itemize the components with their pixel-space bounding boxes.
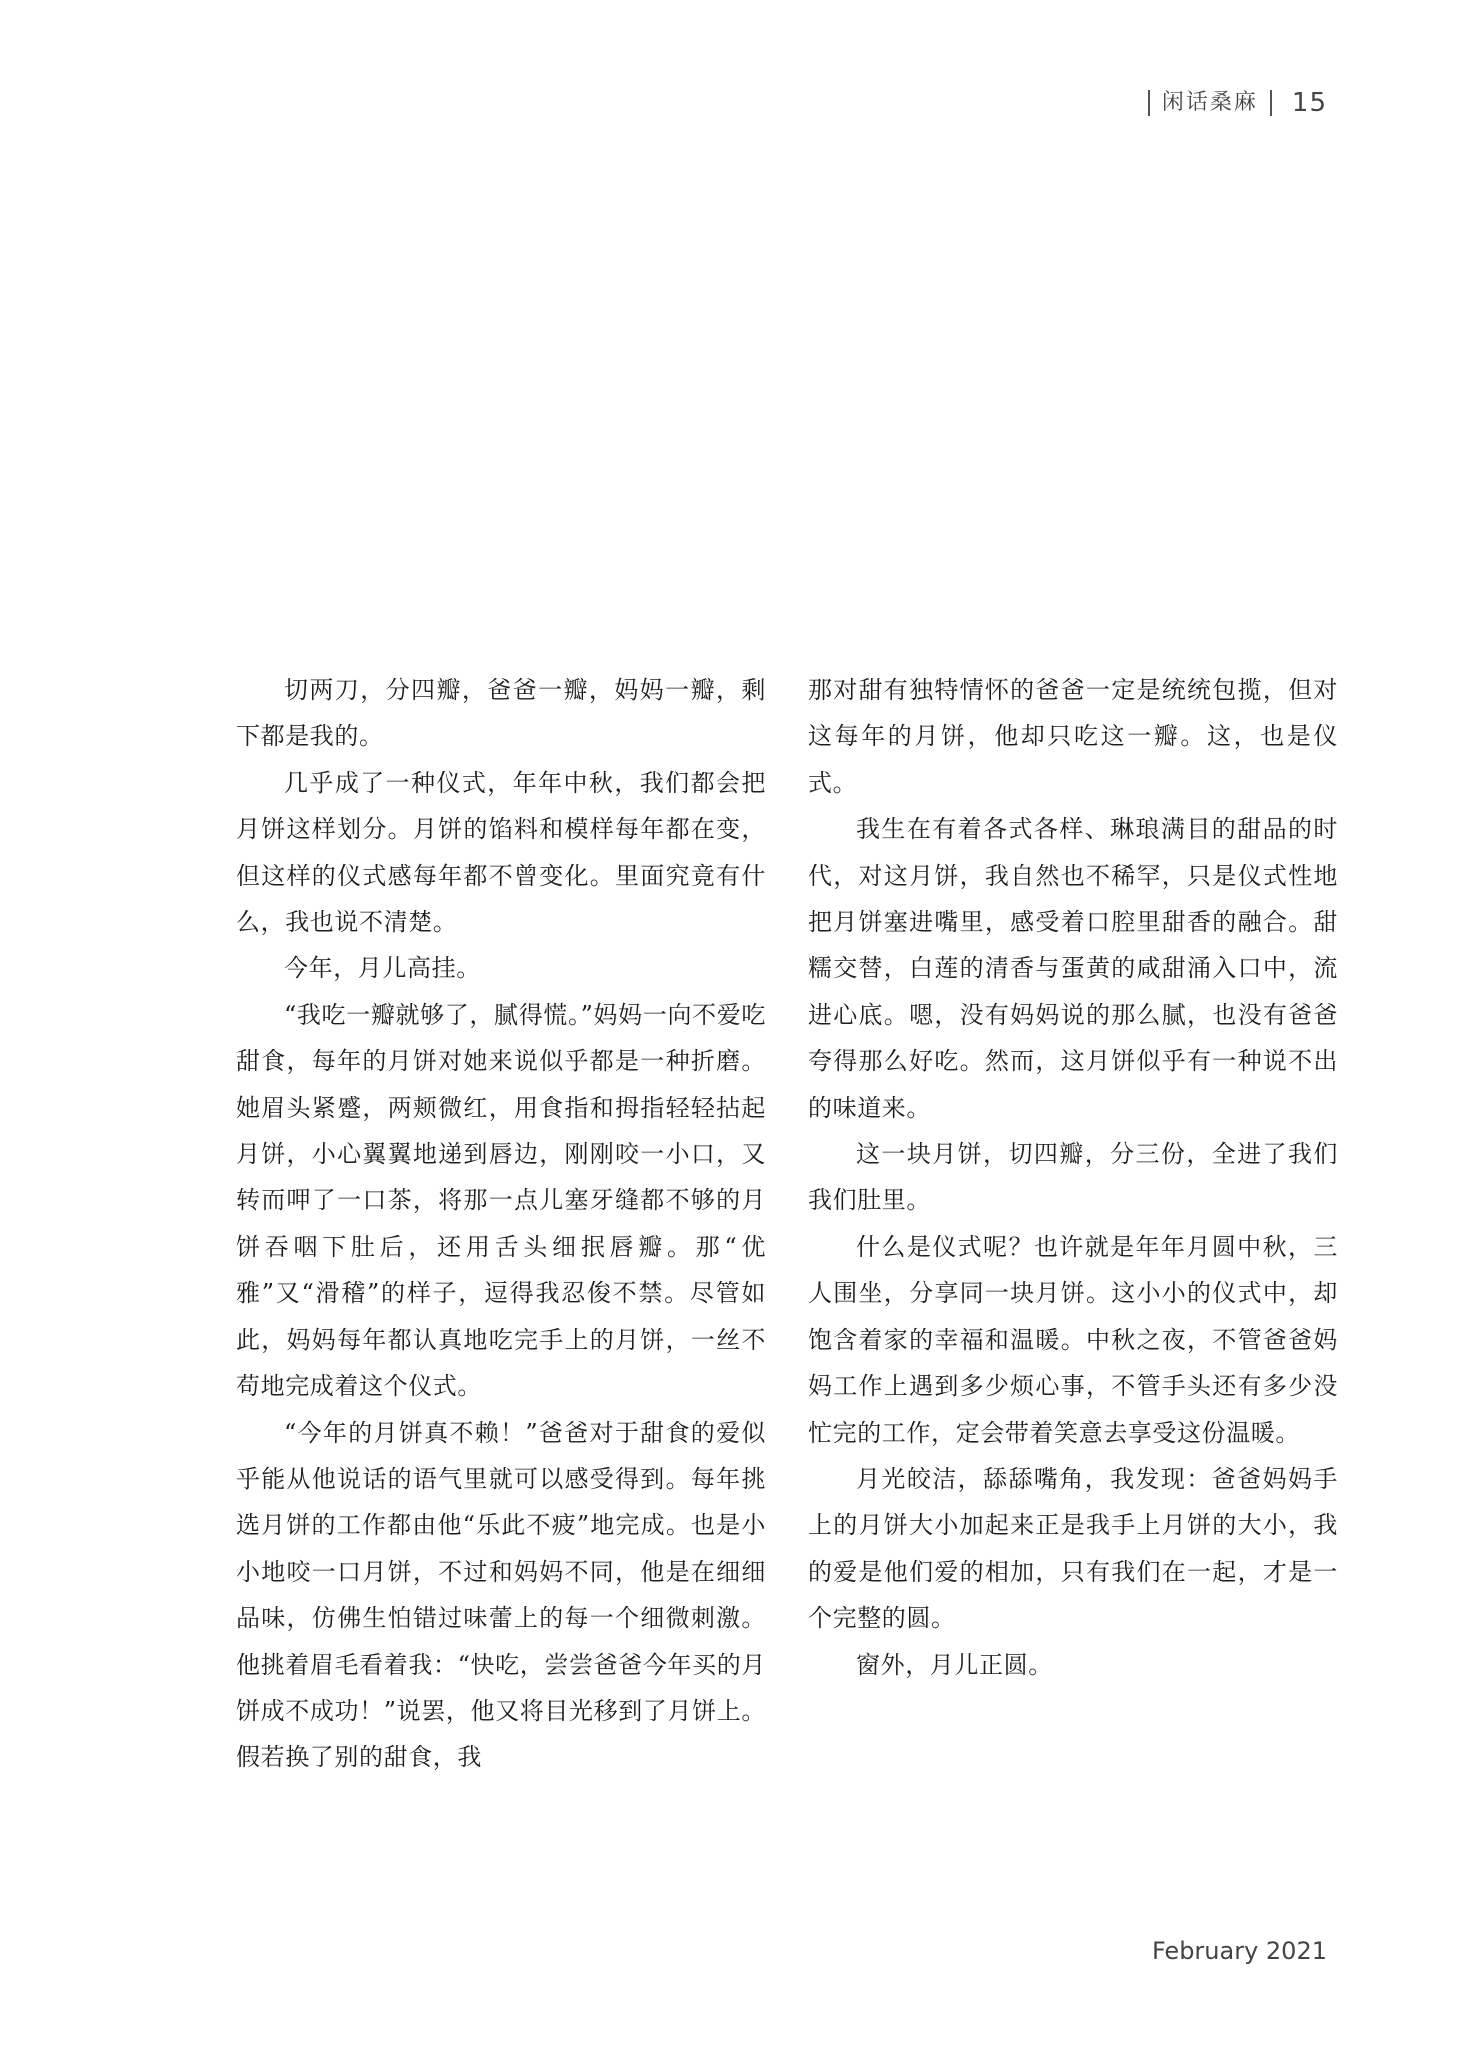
paragraph: 我生在有着各式各样、琳琅满目的甜品的时代，对这月饼，我自然也不稀罕，只是仪式性地把月饼塞进嘴里，感受着口腔里甜香的融合。甜糯交替，白莲的清香与蛋黄的咸甜涌入口中，流进心底。嗯，没有妈妈说的那么腻，也没有爸爸夸得那么好吃。然而，这月饼似乎有一种说不出的味道来。 — [808, 815, 1338, 1122]
paragraph: 今年，月儿高挂。 — [284, 954, 481, 983]
paragraph: “我吃一瓣就够了，腻得慌。”妈妈一向不爱吃甜食，每年的月饼对她来说似乎都是一种折磨。她眉头紧蹙，两颊微红，用食指和拇指轻轻拈起月饼，小心翼翼地递到唇边，刚刚咬一小口，又转而呷了一口茶，将那一点儿塞牙缝都不够的月饼吞咽下肚后，还用舌头细抿唇瓣。那“优雅”又“滑稽”的样子，逗得我忍俊不禁。尽管如此，妈妈每年都认真地吃完手上的月饼，一丝不苟地完成着这个仪式。 — [236, 1000, 766, 1401]
paragraph-continued: 那对甜有独特情怀的爸爸一定是统统包揽，但对这每年的月饼，他却只吃这一瓣。这，也是仪式。 — [808, 676, 1338, 797]
paragraph: 窗外，月儿正圆。 — [856, 1650, 1053, 1679]
right-column — [808, 667, 1338, 1688]
paragraph: 切两刀，分四瓣，爸爸一瓣，妈妈一瓣，剩下都是我的。 — [236, 676, 766, 751]
page-header — [1148, 88, 1327, 118]
paragraph: 什么是仪式呢？也许就是年年月圆中秋，三人围坐，分享同一块月饼。这小小的仪式中，却饱含着家的幸福和温暖。中秋之夜，不管爸爸妈妈工作上遇到多少烦心事，不管手头还有多少没忙完的工作，定会带着笑意去享受这份温暖。 — [808, 1232, 1338, 1447]
paragraph: 月光皎洁，舔舔嘴角，我发现：爸爸妈妈手上的月饼大小加起来正是我手上月饼的大小，我的爱是他们爱的相加，只有我们在一起，才是一个完整的圆。 — [808, 1464, 1338, 1633]
paragraph: “今年的月饼真不赖！”爸爸对于甜食的爱似乎能从他说话的语气里就可以感受得到。每年挑选月饼的工作都由他“乐此不疲”地完成。也是小小地咬一口月饼，不过和妈妈不同，他是在细细品味，仿佛生怕错过味蕾上的每一个细微刺激。他挑着眉毛看着我：“快吃，尝尝爸爸今年买的月饼成不成功！”说罢，他又将目光移到了月饼上。假若换了别的甜食，我 — [236, 1418, 766, 1772]
left-column — [236, 667, 766, 1781]
section-title: 闲话桑麻 — [1148, 90, 1272, 116]
page-number: 15 — [1291, 88, 1327, 118]
paragraph: 这一块月饼，切四瓣，分三份，全进了我们我们肚里。 — [808, 1140, 1338, 1215]
paragraph: 几乎成了一种仪式，年年中秋，我们都会把月饼这样划分。月饼的馅料和模样每年都在变，但这样的仪式感每年都不曾变化。里面究竟有什么，我也说不清楚。 — [236, 768, 766, 937]
issue-date: February 2021 — [1151, 1937, 1327, 1965]
